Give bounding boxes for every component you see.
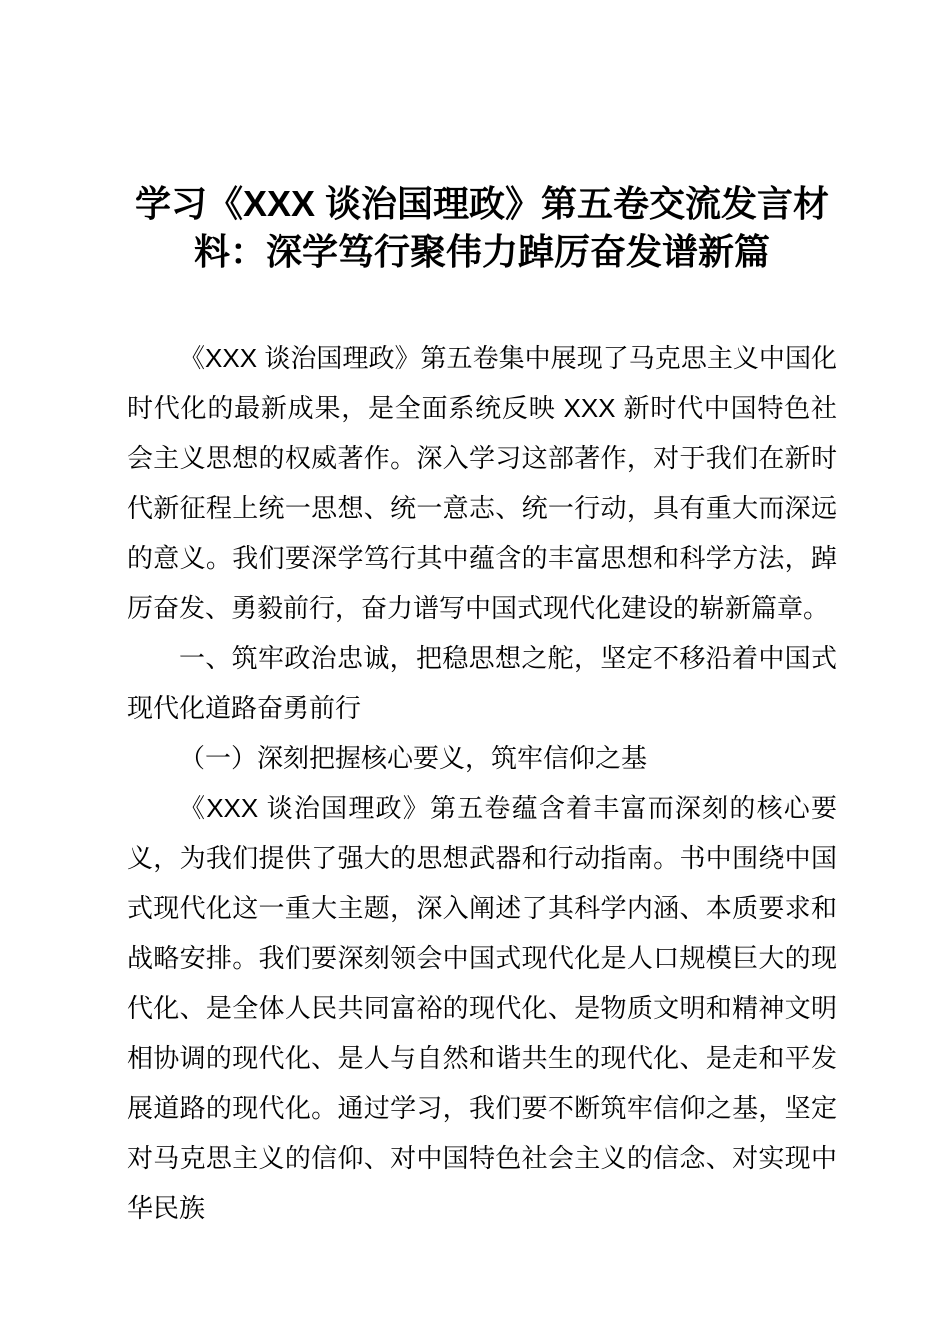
document-title-line-1: 学习《XXX 谈治国理政》第五卷交流发言材 [134,183,830,224]
document-title-line-2: 料：深学笃行聚伟力踔厉奋发谱新篇 [193,231,770,272]
document-body [127,333,837,1233]
section-heading-1: 一、筑牢政治忠诚，把稳思想之舵，坚定不移沿着中国式现代化道路奋勇前行 [127,643,837,723]
paragraph-section-1-1: 《XXX 谈治国理政》第五卷蕴含着丰富而深刻的核心要义，为我们提供了强大的思想武器和行动指南。书中围绕中国式现代化这一重大主题，深入阐述了其科学内涵、本质要求和战略安排。我们要深刻领会中国式现代化是人口规模巨大的现代化、是全体人民共同富裕的现代化、是物质文明和精神文明相协调的现代化、是人与自然和谐共生的现代化、是走和平发展道路的现代化。通过学习，我们要不断筑牢信仰之基，坚定对马克思主义的信仰、对中国特色社会主义的信念、对实现中华民族 [127,793,837,1223]
subsection-heading-1-1: （一）深刻把握核心要义，筑牢信仰之基 [179,743,648,773]
paragraph-intro: 《XXX 谈治国理政》第五卷集中展现了马克思主义中国化时代化的最新成果，是全面系统反映 XXX 新时代中国特色社会主义思想的权威著作。深入学习这部著作，对于我们在新时代新征程上统一思想、统一意志、统一行动，具有重大而深远的意义。我们要深学笃行其中蕴含的丰富思想和科学方法，踔厉奋发、勇毅前行，奋力谱写中国式现代化建设的崭新篇章。 [127,343,837,623]
document-title [127,180,837,276]
